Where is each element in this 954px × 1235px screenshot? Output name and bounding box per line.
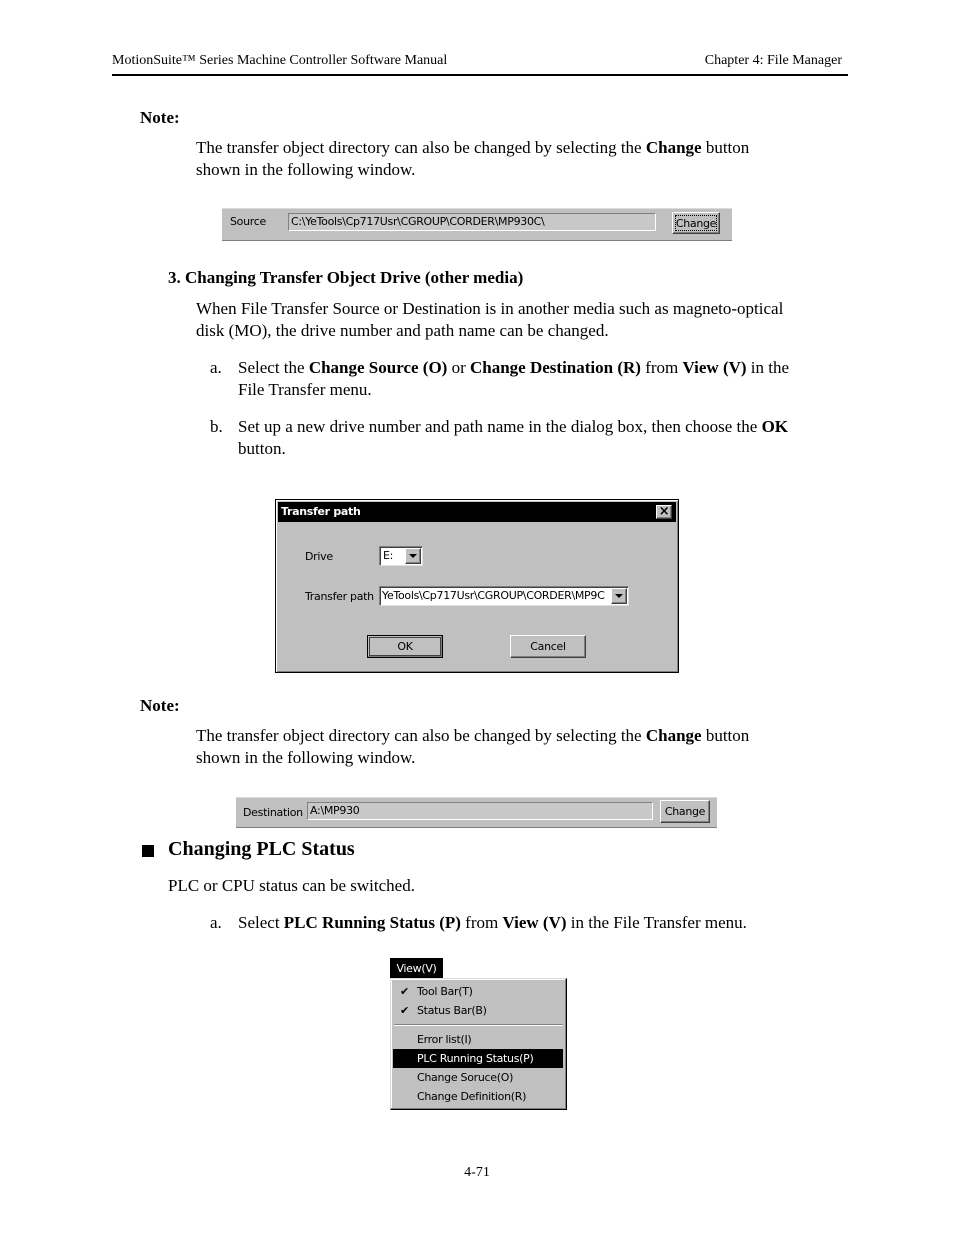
plc-step-a-text: Select PLC Running Status (P) from View (V) in the File Transfer menu. <box>238 913 747 932</box>
destination-change-button[interactable]: Change <box>660 800 710 823</box>
header-rule <box>112 74 848 76</box>
transfer-path-label: Transfer path <box>305 590 374 603</box>
page-number: 4-71 <box>464 1165 490 1180</box>
step-b-text: Set up a new drive number and path name in the dialog box, then choose the OK button. <box>238 417 789 458</box>
view-menu-dropdown <box>390 978 567 1110</box>
chevron-down-icon[interactable] <box>405 548 421 564</box>
note-text: The transfer object directory can also be changed by selecting the Change button shown in the following window. <box>196 726 750 767</box>
menu-item-change-definition[interactable]: Change Definition(R) <box>417 1090 527 1103</box>
note-text: The transfer object directory can also be changed by selecting the Change button shown in the following window. <box>196 138 750 179</box>
destination-path-field[interactable]: A:\MP930 <box>307 802 653 820</box>
step-a-text: Select the Change Source (O) or Change Destination (R) from View (V) in the File Transfer menu. <box>238 358 790 399</box>
dialog-title: Transfer path <box>281 505 361 518</box>
drive-select[interactable]: E: <box>379 546 423 566</box>
source-bar <box>222 208 732 241</box>
menu-item-plc-running-status[interactable]: PLC Running Status(P) <box>393 1049 563 1068</box>
plc-step-a-marker: a. <box>210 913 222 932</box>
destination-label: Destination <box>243 806 303 819</box>
note-label: Note: <box>140 108 180 127</box>
ok-button[interactable]: OK <box>367 635 443 658</box>
bullet-square-icon <box>142 845 154 857</box>
drive-label: Drive <box>305 550 333 563</box>
source-change-button[interactable]: Change <box>672 212 720 234</box>
view-menu-title[interactable]: View(V) <box>390 958 443 979</box>
menu-separator <box>394 1024 563 1026</box>
menu-item-change-source[interactable]: Change Soruce(O) <box>417 1071 514 1084</box>
step-b-marker: b. <box>210 417 223 436</box>
menu-item-tool-bar[interactable]: ✔ Tool Bar(T) <box>393 982 563 1001</box>
step-a-marker: a. <box>210 358 222 377</box>
chevron-down-icon[interactable] <box>611 588 627 604</box>
transfer-path-select[interactable]: YeTools\Cp717Usr\CGROUP\CORDER\MP9C <box>379 586 629 606</box>
source-path-field[interactable]: C:\YeTools\Cp717Usr\CGROUP\CORDER\MP930C\ <box>288 213 656 231</box>
menu-item-status-bar[interactable]: ✔ Status Bar(B) <box>393 1001 563 1020</box>
header-chapter: Chapter 4: File Manager <box>704 53 842 68</box>
cancel-button[interactable]: Cancel <box>510 635 586 658</box>
plc-section-heading: Changing PLC Status <box>168 838 355 860</box>
section-paragraph: When File Transfer Source or Destination is in another media such as magneto-optical disk (MO), the drive number and path name can be changed. <box>196 299 784 340</box>
close-icon[interactable]: × <box>656 505 672 519</box>
destination-bar <box>236 797 717 828</box>
checkmark-icon: ✔ <box>400 985 409 998</box>
note-label: Note: <box>140 696 180 715</box>
plc-paragraph: PLC or CPU status can be switched. <box>168 876 415 895</box>
header-title: MotionSuite™ Series Machine Controller Software Manual <box>112 53 448 68</box>
dialog-title-bar[interactable] <box>278 502 676 522</box>
source-label: Source <box>230 215 266 228</box>
section-heading: 3. Changing Transfer Object Drive (other media) <box>168 268 524 287</box>
transfer-path-dialog <box>275 499 679 673</box>
menu-item-error-list[interactable]: Error list(I) <box>417 1033 472 1046</box>
checkmark-icon: ✔ <box>400 1004 409 1017</box>
